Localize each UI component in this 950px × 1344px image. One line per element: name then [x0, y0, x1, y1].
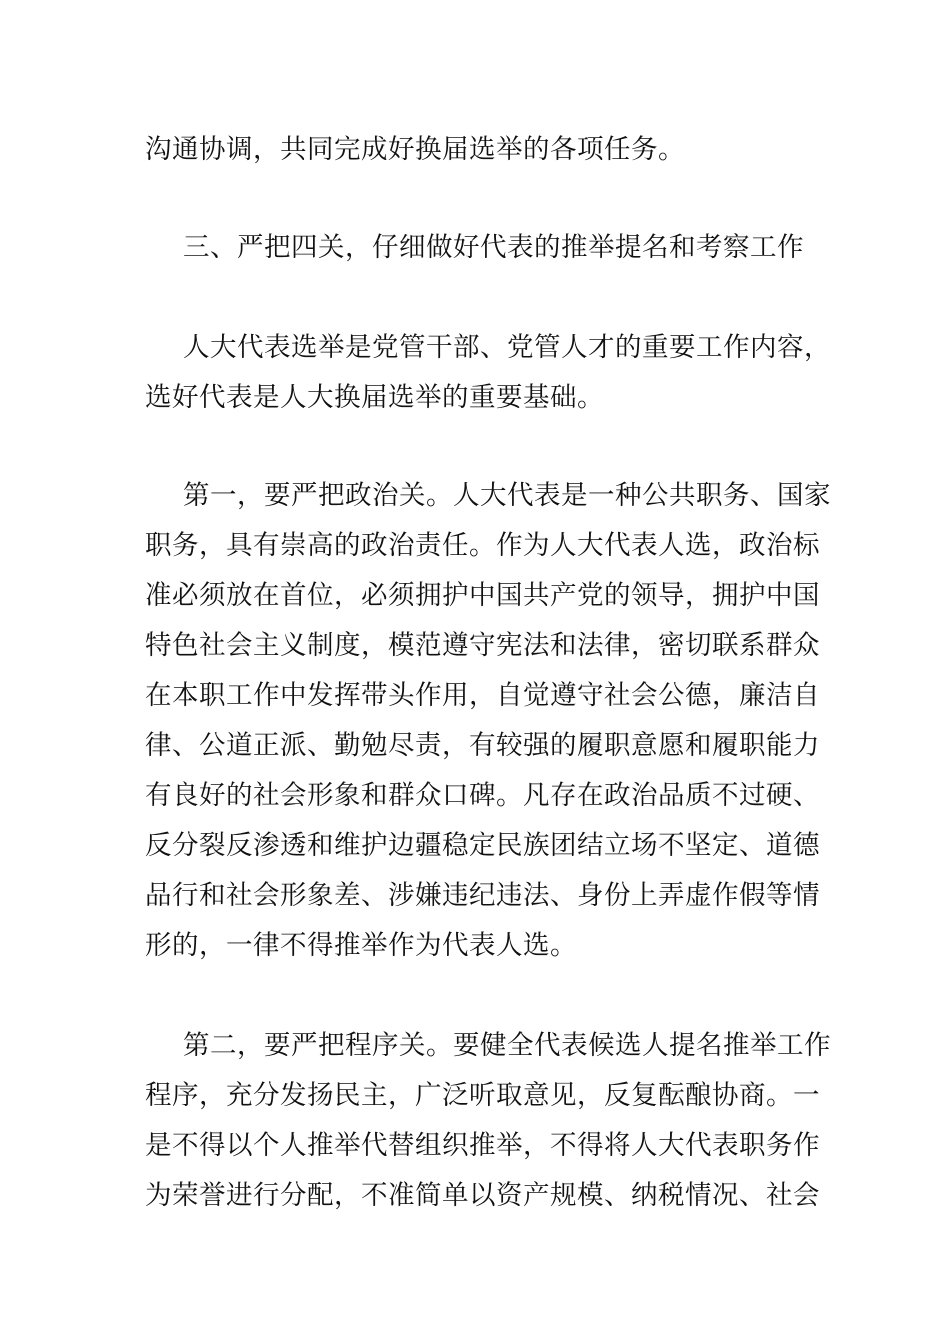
text-line: 程序，充分发扬民主，广泛听取意见，反复酝酿协商。一 — [145, 1080, 820, 1111]
text-line: 人大代表选举是党管干部、党管人才的重要工作内容， — [183, 332, 831, 363]
text-line: 是不得以个人推举代替组织推举，不得将人大代表职务作 — [145, 1130, 820, 1161]
text-line: 职务，具有崇高的政治责任。作为人大代表人选，政治标 — [145, 530, 820, 561]
text-line: 选好代表是人大换届选举的重要基础。 — [145, 382, 604, 413]
text-line: 第一，要严把政治关。人大代表是一种公共职务、国家 — [183, 480, 831, 511]
text-line: 律、公道正派、勤勉尽责，有较强的履职意愿和履职能力 — [145, 730, 820, 761]
section-heading: 三、严把四关，仔细做好代表的推举提名和考察工作 — [183, 232, 804, 263]
text-line: 形的，一律不得推举作为代表人选。 — [145, 930, 577, 961]
text-line: 反分裂反渗透和维护边疆稳定民族团结立场不坚定、道德 — [145, 830, 820, 861]
text-line: 为荣誉进行分配，不准简单以资产规模、纳税情况、社会 — [145, 1180, 820, 1211]
text-line: 沟通协调，共同完成好换届选举的各项任务。 — [145, 134, 685, 165]
text-line: 第二，要严把程序关。要健全代表候选人提名推举工作 — [183, 1030, 831, 1061]
text-line: 特色社会主义制度，模范遵守宪法和法律，密切联系群众 — [145, 630, 820, 661]
text-line: 准必须放在首位，必须拥护中国共产党的领导，拥护中国 — [145, 580, 820, 611]
text-line: 有良好的社会形象和群众口碑。凡存在政治品质不过硬、 — [145, 780, 820, 811]
text-line: 品行和社会形象差、涉嫌违纪违法、身份上弄虚作假等情 — [145, 880, 820, 911]
text-line: 在本职工作中发挥带头作用，自觉遵守社会公德，廉洁自 — [145, 680, 820, 711]
